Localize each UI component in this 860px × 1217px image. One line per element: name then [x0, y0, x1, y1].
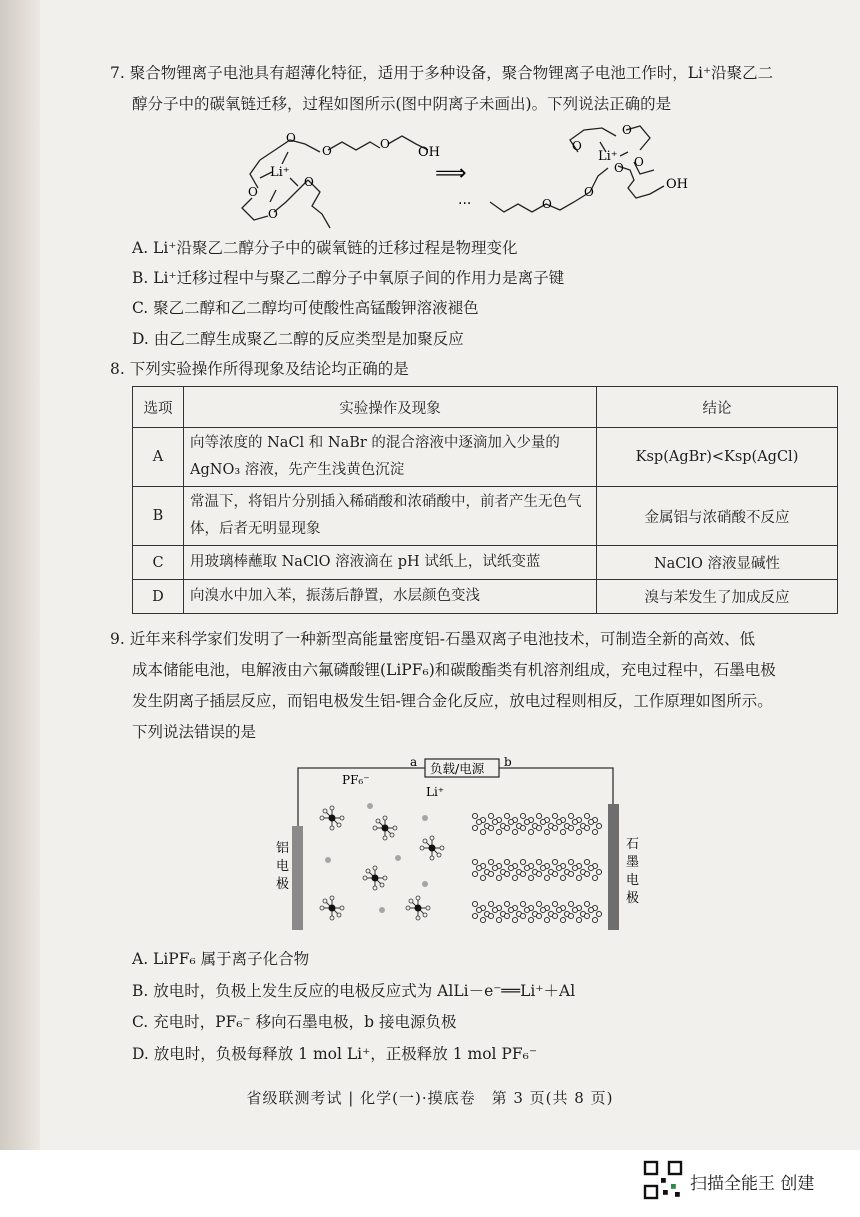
- li-ion: [367, 803, 373, 809]
- q7-option-c: C. 聚乙二醇和乙二醇均可使酸性高锰酸钾溶液褪色: [132, 299, 479, 317]
- pf6-label: PF₆⁻: [342, 773, 370, 787]
- graphite-atom: [492, 907, 497, 912]
- li-ion: [325, 857, 331, 863]
- pf6-ion: [420, 836, 444, 860]
- graphite-atom: [588, 907, 593, 912]
- pf6-ion: [320, 896, 344, 920]
- graphite-atom: [552, 859, 557, 864]
- graphite-atom: [556, 907, 561, 912]
- row-operation: [184, 428, 597, 487]
- watermark-brand: 扫描全能王 创建: [690, 1174, 815, 1194]
- q7-fig-li-left: Li⁺: [270, 165, 290, 180]
- graphite-atom: [552, 813, 557, 818]
- graphite-atom: [576, 875, 581, 880]
- graphite-atom: [592, 917, 597, 922]
- graphite-atom: [472, 825, 477, 830]
- graphite-atom: [584, 813, 589, 818]
- table-header-operation: 实验操作及现象: [184, 387, 597, 428]
- graphite-atom: [544, 875, 549, 880]
- gr-electrode-label-1: 石: [626, 837, 640, 852]
- row-conclusion: 溴与苯发生了加成反应: [597, 580, 838, 614]
- row-option: A: [133, 428, 184, 487]
- graphite-atom: [520, 825, 525, 830]
- q9-option-b: B. 放电时，负极上发生反应的电极反应式为 AlLi－e⁻══Li⁺＋Al: [132, 982, 576, 1000]
- qr-code-icon: [643, 1160, 683, 1200]
- graphite-atom: [496, 875, 501, 880]
- graphite-atom: [472, 859, 477, 864]
- graphite-atom: [496, 829, 501, 834]
- gr-electrode-label-3: 电: [626, 873, 640, 888]
- row-option: B: [133, 487, 184, 546]
- q8-table: [132, 386, 838, 614]
- graphite-atom: [504, 825, 509, 830]
- table-row: [133, 546, 838, 580]
- q7-fig-o-10: O: [622, 123, 632, 137]
- graphite-atom: [488, 813, 493, 818]
- row-operation-line2: 体，后者无明显现象: [190, 521, 321, 537]
- table-header-row: [133, 387, 838, 428]
- q9-stem-line1: 9. 近年来科学家们发明了一种新型高能量密度铝-石墨双离子电池技术，可制造全新的高效、低: [110, 630, 755, 648]
- graphite-atom: [504, 901, 509, 906]
- graphite-atom: [528, 829, 533, 834]
- q7-fig-o-8: O: [584, 185, 594, 199]
- li-ion: [395, 855, 401, 861]
- q8-stem: 8. 下列实验操作所得现象及结论均正确的是: [110, 360, 409, 378]
- q7-fig-o-7: O: [542, 197, 552, 211]
- row-operation-line1: 向等浓度的 NaCl 和 NaBr 的混合溶液中逐滴加入少量的: [190, 435, 560, 451]
- graphite-atom: [572, 865, 577, 870]
- graphite-atom: [572, 819, 577, 824]
- q9-stem-line3: 发生阴离子插层反应，而铝电极发生铝-锂合金化反应，放电过程则相反，工作原理如图所示。: [132, 692, 773, 710]
- graphite-atom: [476, 907, 481, 912]
- q9-option-a: A. LiPF₆ 属于离子化合物: [132, 950, 310, 968]
- graphite-atom: [536, 813, 541, 818]
- page-shadow: [0, 0, 40, 1150]
- q9-stem-line2: 成本储能电池，电解液由六氟磷酸锂(LiPF₆)和碳酸酯类有机溶剂组成，充电过程中，石墨电极: [132, 661, 776, 679]
- row-operation: [184, 487, 597, 546]
- graphite-atom: [592, 829, 597, 834]
- q7-fig-o-4: O: [248, 185, 258, 199]
- q7-fig-arrow: ⟹: [435, 161, 467, 186]
- graphite-atom: [512, 829, 517, 834]
- al-electrode-label-1: 铝: [276, 841, 290, 856]
- li-ion: [422, 815, 428, 821]
- graphite-atom: [524, 865, 529, 870]
- graphite-atom: [508, 865, 513, 870]
- table-header-conclusion: 结论: [597, 387, 838, 428]
- q7-fig-dots: ···: [458, 196, 472, 212]
- pf6-ion: [406, 896, 430, 920]
- graphite-atom: [512, 917, 517, 922]
- graphite-atom: [536, 859, 541, 864]
- q7-fig-o-1: O: [286, 131, 296, 145]
- load-source-label: 负载/电源: [430, 761, 485, 776]
- graphite-atom: [528, 875, 533, 880]
- q9-option-d: D. 放电时，负极每释放 1 mol Li⁺，正极释放 1 mol PF₆⁻: [132, 1045, 537, 1063]
- graphite-atom: [540, 819, 545, 824]
- q7-stem-line1: 7. 聚合物锂离子电池具有超薄化特征，适用于多种设备，聚合物锂离子电池工作时，Li⁺沿聚乙二: [110, 64, 774, 82]
- gr-electrode-label-2: 墨: [626, 855, 640, 870]
- gr-electrode-label-4: 极: [626, 891, 640, 906]
- graphite-atom: [584, 825, 589, 830]
- graphite-atom: [588, 819, 593, 824]
- graphite-atom: [508, 819, 513, 824]
- graphite-atom: [520, 813, 525, 818]
- graphite-atom: [472, 901, 477, 906]
- q7-option-b: B. Li⁺迁移过程中与聚乙二醇分子中氧原子间的作用力是离子键: [132, 269, 565, 287]
- graphite-atom: [584, 859, 589, 864]
- row-option: C: [133, 546, 184, 580]
- graphite-atom: [492, 819, 497, 824]
- aluminum-electrode: [292, 826, 303, 930]
- graphite-atom: [480, 917, 485, 922]
- graphite-atom: [584, 913, 589, 918]
- q7-stem-line2: 醇分子中的碳氧链迁移，过程如图所示(图中阴离子未画出)。下列说法正确的是: [132, 95, 672, 113]
- table-header-option: 选项: [133, 387, 184, 428]
- graphite-atom: [568, 859, 573, 864]
- q7-option-d: D. 由乙二醇生成聚乙二醇的反应类型是加聚反应: [132, 330, 464, 348]
- graphite-atom: [540, 865, 545, 870]
- row-conclusion: NaClO 溶液显碱性: [597, 546, 838, 580]
- graphite-atom: [488, 901, 493, 906]
- graphite-atom: [476, 819, 481, 824]
- graphite-atom: [480, 829, 485, 834]
- graphite-atom: [560, 875, 565, 880]
- graphite-atom: [472, 871, 477, 876]
- graphite-atom: [504, 871, 509, 876]
- graphite-atom: [552, 871, 557, 876]
- graphite-atom: [568, 813, 573, 818]
- graphite-electrode: [608, 804, 619, 930]
- row-conclusion: 金属铝与浓硝酸不反应: [597, 487, 838, 546]
- q7-fig-o-2: O: [322, 144, 332, 158]
- graphite-atom: [524, 819, 529, 824]
- graphite-atom: [568, 825, 573, 830]
- q7-option-a: A. Li⁺沿聚乙二醇分子中的碳氧链的迁移过程是物理变化: [132, 239, 518, 257]
- graphite-atom: [536, 871, 541, 876]
- electrolyte-ions: [320, 803, 444, 920]
- row-option: D: [133, 580, 184, 614]
- graphite-atom: [544, 829, 549, 834]
- graphite-atom: [492, 865, 497, 870]
- graphite-atom: [588, 865, 593, 870]
- graphite-atom: [556, 819, 561, 824]
- graphite-layers: [472, 813, 601, 922]
- graphite-atom: [584, 901, 589, 906]
- al-electrode-label-3: 极: [276, 877, 290, 892]
- graphite-atom: [576, 917, 581, 922]
- graphite-atom: [472, 913, 477, 918]
- graphite-atom: [540, 907, 545, 912]
- q7-figure: [230, 122, 710, 232]
- graphite-atom: [488, 913, 493, 918]
- q9-stem-line4: 下列说法错误的是: [132, 723, 257, 741]
- graphite-atom: [496, 917, 501, 922]
- graphite-atom: [504, 913, 509, 918]
- graphite-atom: [488, 825, 493, 830]
- table-row: [133, 580, 838, 614]
- al-electrode-label-2: 电: [276, 859, 290, 874]
- graphite-atom: [512, 875, 517, 880]
- row-operation-line2: AgNO₃ 溶液，先产生浅黄色沉淀: [190, 462, 405, 478]
- li-ion: [379, 907, 385, 913]
- row-conclusion: Ksp(AgBr)<Ksp(AgCl): [597, 428, 838, 487]
- graphite-atom: [536, 825, 541, 830]
- graphite-atom: [552, 913, 557, 918]
- graphite-atom: [568, 913, 573, 918]
- graphite-atom: [480, 875, 485, 880]
- graphite-atom: [524, 907, 529, 912]
- graphite-atom: [504, 813, 509, 818]
- graphite-atom: [520, 859, 525, 864]
- graphite-atom: [572, 907, 577, 912]
- page-footer: 省级联测考试 | 化学(一)·摸底卷 第 3 页(共 8 页): [246, 1089, 614, 1107]
- graphite-atom: [536, 913, 541, 918]
- graphite-atom: [556, 865, 561, 870]
- q7-fig-o-9: O: [572, 139, 582, 153]
- li-label: Li⁺: [426, 785, 445, 799]
- graphite-atom: [596, 911, 601, 916]
- graphite-atom: [520, 901, 525, 906]
- table-row: [133, 428, 838, 487]
- graphite-atom: [488, 859, 493, 864]
- graphite-atom: [576, 829, 581, 834]
- graphite-atom: [520, 871, 525, 876]
- q7-fig-oh-left: OH: [418, 145, 440, 160]
- graphite-atom: [560, 917, 565, 922]
- pf6-ion: [320, 806, 344, 830]
- graphite-atom: [596, 869, 601, 874]
- q9-option-c: C. 充电时，PF₆⁻ 移向石墨电极，b 接电源负极: [132, 1013, 457, 1031]
- graphite-atom: [476, 865, 481, 870]
- q7-fig-o-6: O: [304, 175, 314, 189]
- q7-fig-o-5: O: [268, 207, 278, 221]
- pf6-ion: [363, 866, 387, 890]
- table-row: [133, 487, 838, 546]
- graphite-atom: [536, 901, 541, 906]
- q9-battery-diagram: [270, 756, 670, 938]
- graphite-atom: [552, 825, 557, 830]
- row-operation: 用玻璃棒蘸取 NaClO 溶液滴在 pH 试纸上，试纸变蓝: [184, 546, 597, 580]
- graphite-atom: [508, 907, 513, 912]
- q7-fig-o-11: O: [634, 155, 644, 169]
- graphite-atom: [544, 917, 549, 922]
- q7-fig-o-12: O: [614, 161, 624, 175]
- graphite-atom: [568, 871, 573, 876]
- graphite-atom: [528, 917, 533, 922]
- li-ion: [422, 881, 428, 887]
- wire-label-b: b: [504, 756, 512, 769]
- graphite-atom: [520, 913, 525, 918]
- graphite-atom: [472, 813, 477, 818]
- graphite-atom: [584, 871, 589, 876]
- row-operation-line1: 常温下，将铝片分别插入稀硝酸和浓硝酸中，前者产生无色气: [190, 494, 582, 510]
- wire-label-a: a: [410, 756, 418, 769]
- q7-fig-li-right: Li⁺: [598, 149, 618, 164]
- graphite-atom: [592, 875, 597, 880]
- q7-fig-oh-right: OH: [666, 177, 688, 192]
- row-operation: 向溴水中加入苯，振荡后静置，水层颜色变浅: [184, 580, 597, 614]
- graphite-atom: [488, 871, 493, 876]
- graphite-atom: [504, 859, 509, 864]
- graphite-atom: [596, 823, 601, 828]
- graphite-atom: [560, 829, 565, 834]
- graphite-atom: [568, 901, 573, 906]
- graphite-atom: [552, 901, 557, 906]
- q7-fig-o-3: O: [380, 137, 390, 151]
- pf6-ion: [373, 816, 397, 840]
